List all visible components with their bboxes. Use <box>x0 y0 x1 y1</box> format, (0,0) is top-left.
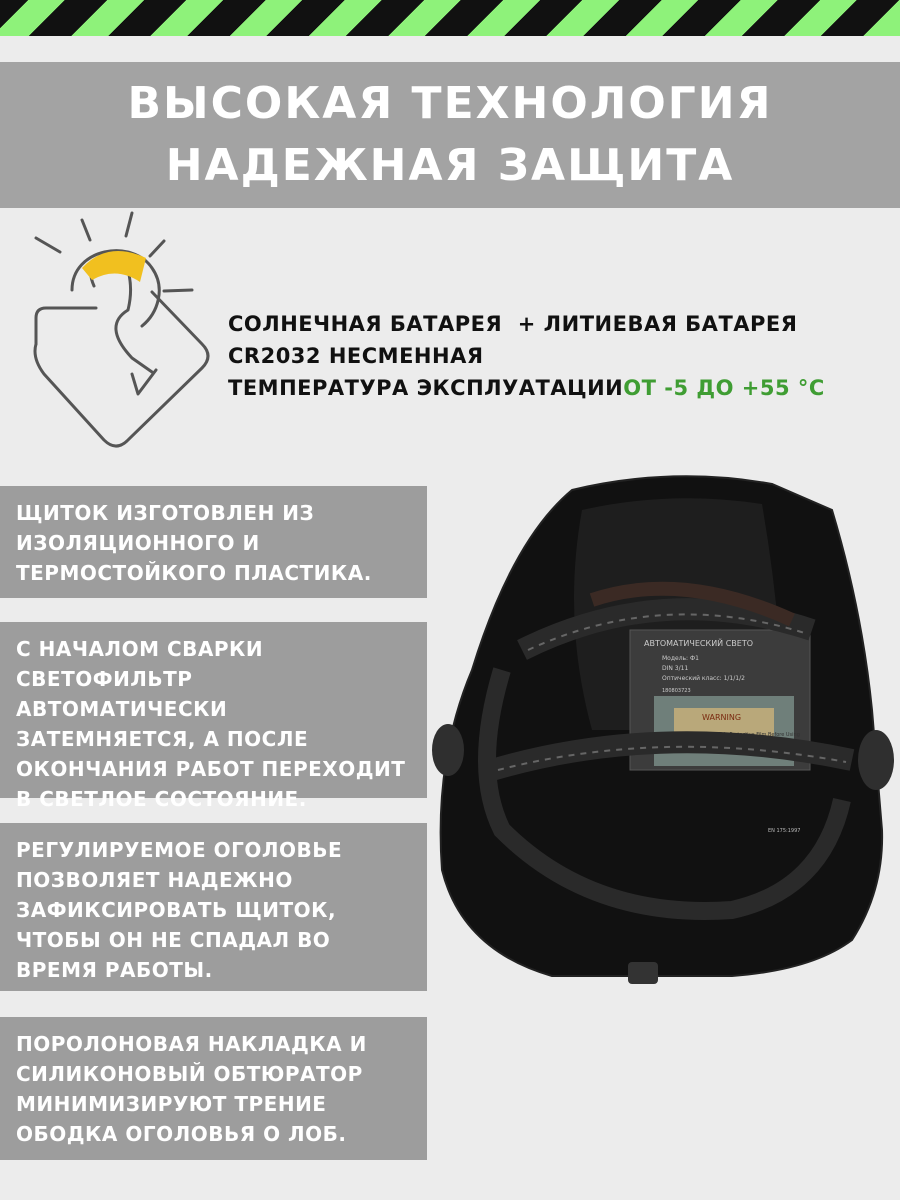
hazard-stripe-bar <box>0 0 900 36</box>
battery-spec-line-1: СОЛНЕЧНАЯ БАТАРЕЯ + ЛИТИЕВАЯ БАТАРЕЯ <box>228 312 798 336</box>
filter-serial: 180803723 <box>662 688 691 694</box>
feature-card-padding: ПОРОЛОНОВАЯ НАКЛАДКА И СИЛИКОНОВЫЙ ОБТЮРАТОР МИНИМИЗИРУЮТ ТРЕНИЕ ОБОДКА ОГОЛОВЬЯ О ЛОБ. <box>0 1017 427 1160</box>
title-banner <box>0 62 900 208</box>
filter-model: Модель: Ф1 <box>662 655 699 662</box>
battery-spec-line-2: CR2032 НЕСМЕННАЯ <box>228 344 484 368</box>
battery-spec-block <box>228 308 893 404</box>
feature-card-material: ЩИТОК ИЗГОТОВЛЕН ИЗ ИЗОЛЯЦИОННОГО И ТЕРМОСТОЙКОГО ПЛАСТИКА. <box>0 486 427 598</box>
filter-warning: WARNING <box>702 713 742 722</box>
filter-label-title: АВТОМАТИЧЕСКИЙ СВЕТО <box>644 639 754 648</box>
left-adjust-knob <box>432 724 464 776</box>
filter-din: DIN 3/11 <box>662 665 689 672</box>
title-line-2: НАДЕЖНАЯ ЗАЩИТА <box>165 140 735 191</box>
feature-card-auto-darkening: С НАЧАЛОМ СВАРКИ СВЕТОФИЛЬТР АВТОМАТИЧЕСКИ ЗАТЕМНЯЕТСЯ, А ПОСЛЕ ОКОНЧАНИЯ РАБОТ ПЕРЕХОДИТ В СВЕТЛОЕ СОСТОЯНИЕ. <box>0 622 427 798</box>
filter-optical-class: Оптический класс: 1/1/1/2 <box>662 675 745 682</box>
title-line-1: ВЫСОКАЯ ТЕХНОЛОГИЯ <box>127 78 773 129</box>
temperature-range: ОТ -5 ДО +55 °С <box>623 376 825 400</box>
filter-warning-text: Please Remove This Protective Film Before Using <box>678 732 800 738</box>
temperature-spec <box>228 372 893 404</box>
rear-ratchet-knob <box>628 962 658 984</box>
right-adjust-knob <box>858 730 894 790</box>
welding-helmet-image <box>432 470 900 990</box>
temperature-label: ТЕМПЕРАТУРА ЭКСПЛУАТАЦИИ <box>228 376 624 400</box>
helmet-side-mark: EN 175:1997 <box>768 828 801 834</box>
feature-card-headgear: РЕГУЛИРУЕМОЕ ОГОЛОВЬЕ ПОЗВОЛЯЕТ НАДЕЖНО ЗАФИКСИРОВАТЬ ЩИТОК, ЧТОБЫ ОН НЕ СПАДАЛ ВО ВРЕМЯ РАБОТЫ. <box>0 823 427 991</box>
solar-battery-icon <box>24 208 224 458</box>
